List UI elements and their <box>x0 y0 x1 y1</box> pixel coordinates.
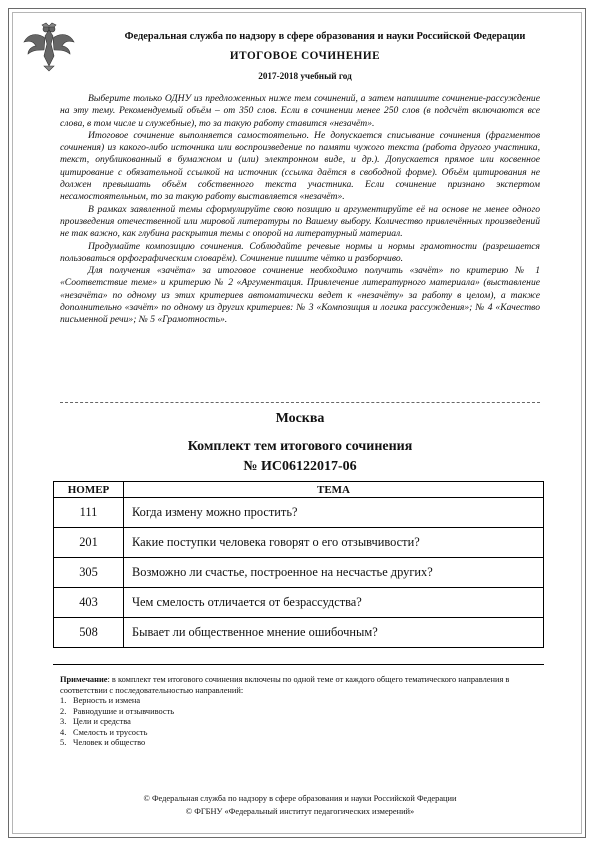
topic-text: Чем смелость отличается от безрассудства? <box>124 588 544 618</box>
topic-set-title: Комплект тем итогового сочинения <box>187 439 413 454</box>
list-item-number: 1. <box>60 696 67 705</box>
document-title: ИТОГОВОЕ СОЧИНЕНИЕ <box>229 50 381 62</box>
eagle-emblem-icon <box>22 22 76 72</box>
topic-number: 111 <box>54 498 124 528</box>
list-item-text: Равнодушие и отзывчивость <box>73 706 175 716</box>
note-intro <box>60 675 546 696</box>
list-item <box>60 728 546 739</box>
column-header-number: НОМЕР <box>54 482 124 498</box>
table-row <box>54 498 544 528</box>
list-item <box>60 738 546 749</box>
topic-set-number: № ИС06122017-06 <box>243 459 357 474</box>
table-row <box>54 528 544 558</box>
topic-number: 508 <box>54 618 124 648</box>
topic-text: Возможно ли счастье, построенное на несчастье других? <box>124 558 544 588</box>
instruction-paragraph: Для получения «зачёта» за итоговое сочинение необходимо получить «зачёт» по критерию № 1 «Соответствие теме» и критерию № 2 «Аргументация. Привлечение литературного материала» (выставление «незачёта» по одному из этих критериев автоматически ведет к «незачёту» за работу в целом), а также дополнительно «зачёт» по одному из других критериев: № 3 «Композиция и логика рассуждения»; № 4 «Качество письменной речи»; № 5 «Грамотность». <box>60 265 540 326</box>
list-item-number: 3. <box>60 717 67 726</box>
instruction-paragraph: Выберите только ОДНУ из предложенных ниже тем сочинений, а затем напишите сочинение-рассуждение на эту тему. Рекомендуемый объём – от 350 слов. Если в сочинении менее 250 слов (в подсчёт включаются все слова, в том числе и служебные), то за такую работу ставится «незачёт». <box>60 93 540 129</box>
topic-number: 201 <box>54 528 124 558</box>
table-row <box>54 588 544 618</box>
instruction-paragraph: Продумайте композицию сочинения. Соблюдайте речевые нормы и нормы грамотности (разрешается пользоваться орфографическим словарём). Сочинение пишите чётко и разборчиво. <box>60 240 540 264</box>
list-item <box>60 696 546 707</box>
instruction-paragraph: В рамках заявленной темы сформулируйте свою позицию и аргументируйте её на основе не менее одного произведения отечественной или мировой литературы по Вашему выбору. Количество привлечённых произведений не так важно, как глубина раскрытия темы с опорой на литературный материал. <box>60 203 540 240</box>
topic-number: 403 <box>54 588 124 618</box>
note-block <box>60 675 546 749</box>
list-item-number: 2. <box>60 706 67 716</box>
academic-year: 2017-2018 учебный год <box>258 71 352 81</box>
note-label: Примечание <box>60 675 108 684</box>
list-item-text: Цели и средства <box>73 717 131 726</box>
list-item-number: 4. <box>60 727 67 737</box>
list-item-text: Человек и общество <box>73 738 146 747</box>
list-item <box>60 717 546 728</box>
topic-text: Какие поступки человека говорят о его отзывчивости? <box>124 528 544 558</box>
direction-list <box>60 696 546 749</box>
instruction-paragraph: Итоговое сочинение выполняется самостоятельно. Не допускается списывание сочинения (фрагментов сочинения) из какого-либо источника или воспроизведение по памяти чужого текста (работа другого участника, текст, опубликованный в бумажном и (или) электронном виде, и др.). Допускается прямое или косвенное цитирование с обязательной ссылкой на источник (ссылка даётся в свободной форме). Объём цитирования не должен превышать объём собственного текста участника. Если сочинение признано экспертом несамостоятельным, то за такую работу выставляется «незачёт». <box>60 129 540 203</box>
list-item-number: 5. <box>60 738 67 747</box>
footer-copyright-institute: © ФГБНУ «Федеральный институт педагогических измерений» <box>185 807 415 816</box>
list-item <box>60 707 546 718</box>
topics-table <box>53 481 544 648</box>
table-row <box>54 618 544 648</box>
list-item-text: Смелость и трусость <box>73 727 148 737</box>
note-divider <box>53 664 544 665</box>
topic-text: Когда измену можно простить? <box>124 498 544 528</box>
footer-copyright-agency: © Федеральная служба по надзору в сфере образования и науки Российской Федерации <box>143 794 457 803</box>
column-header-topic: ТЕМА <box>124 482 544 498</box>
city-label: Москва <box>275 411 325 426</box>
topic-number: 305 <box>54 558 124 588</box>
table-header-row <box>54 482 544 498</box>
list-item-text: Верность и измена <box>73 696 141 705</box>
instructions <box>60 93 540 327</box>
section-divider <box>60 402 540 403</box>
topic-text: Бывает ли общественное мнение ошибочным? <box>124 618 544 648</box>
agency-name: Федеральная служба по надзору в сфере образования и науки Российской Федерации <box>124 31 526 42</box>
table-row <box>54 558 544 588</box>
note-text: : в комплект тем итогового сочинения включены по одной теме от каждого общего тематического направления в соответствии с последовательностью направлений: <box>60 675 510 695</box>
